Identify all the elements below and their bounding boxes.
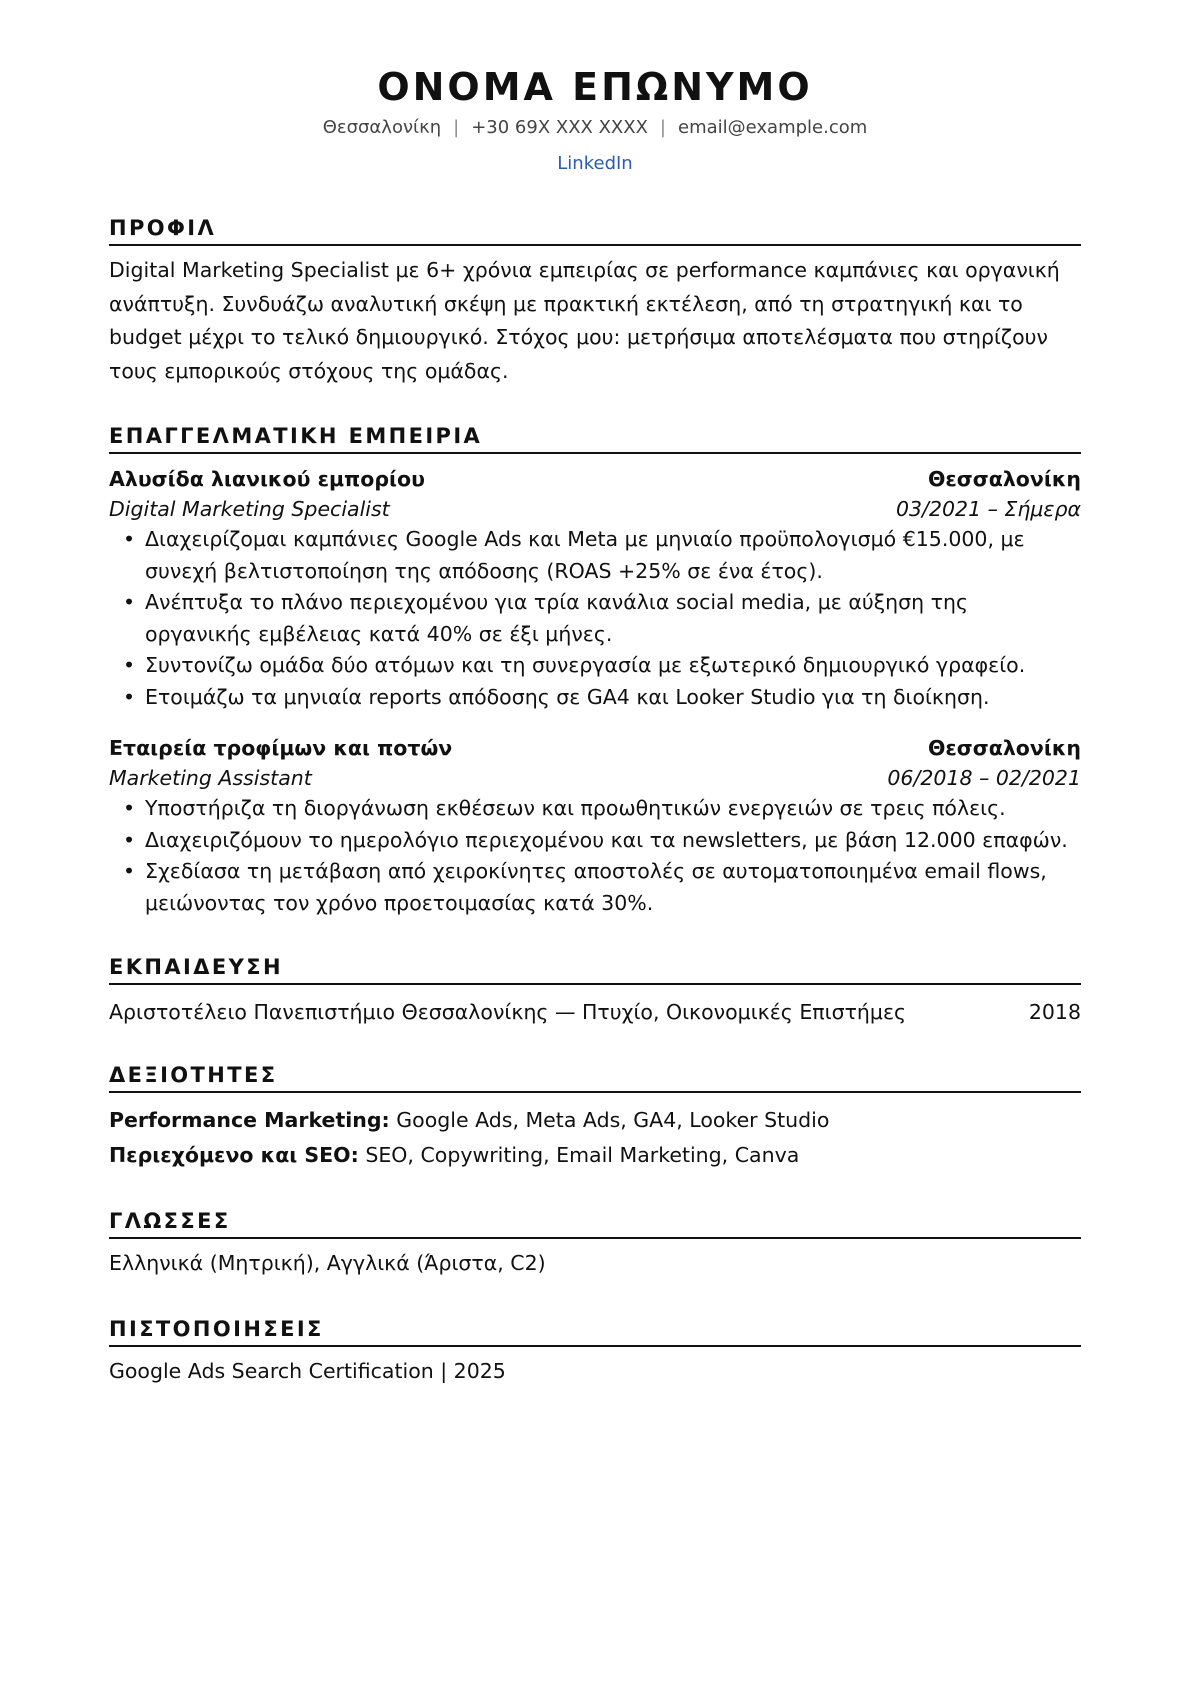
languages-section [109, 1207, 1081, 1281]
bullet-text: Διαχειριζόμουν το ημερολόγιο περιεχομένου και τα newsletters, με βάση 12.000 επαφών. [145, 827, 1068, 852]
skill-label: Περιεχόμενο και SEO: [109, 1143, 359, 1167]
contact-city: Θεσσαλονίκη [322, 117, 442, 138]
education-degree: Αριστοτέλειο Πανεπιστήμιο Θεσσαλονίκης — Πτυχίο, Οικονομικές Επιστήμες [109, 1000, 907, 1024]
job-dates: 03/2021 – Σήμερα [895, 497, 1081, 521]
experience-section [109, 422, 1081, 919]
list-item [109, 682, 1081, 714]
skill-value: SEO, Copywriting, Email Marketing, Canva [365, 1143, 800, 1167]
list-item [109, 793, 1081, 825]
bullet-text: Ανέπτυξα το πλάνο περιεχομένου για τρία κανάλια social media, με αύξηση της οργανικής εμβέλειας κατά 40% σε έξι μήνες. [145, 590, 969, 646]
section-title-education: ΕΚΠΑΙΔΕΥΣΗ [109, 953, 1081, 985]
resume-header [109, 0, 1081, 176]
skill-value: Google Ads, Meta Ads, GA4, Looker Studio [396, 1108, 830, 1132]
job-company: Εταιρεία τροφίμων και ποτών [109, 736, 453, 760]
bullet-icon: • [123, 827, 136, 852]
job-role: Digital Marketing Specialist [109, 497, 390, 521]
contact-email[interactable]: email@example.com [678, 117, 868, 138]
list-item [109, 650, 1081, 682]
bullet-text: Υποστήριζα τη διοργάνωση εκθέσεων και προωθητικών ενεργειών σε τρεις πόλεις. [145, 796, 1006, 820]
bullet-icon: • [123, 590, 136, 614]
contact-line [109, 116, 1081, 140]
contact-separator: | [659, 117, 666, 138]
section-title-certifications: ΠΙΣΤΟΠΟΙΗΣΕΙΣ [109, 1315, 1081, 1347]
education-entry [109, 997, 1081, 1027]
candidate-name: ΟΝΟΜΑ ΕΠΩΝΥΜΟ [377, 65, 813, 109]
bullet-icon: • [123, 653, 136, 677]
skill-row [109, 1138, 1081, 1173]
job-entry [109, 464, 1081, 713]
job-company: Αλυσίδα λιανικού εμπορίου [109, 467, 425, 491]
profile-section [109, 214, 1081, 388]
skills-section [109, 1061, 1081, 1173]
skill-row [109, 1103, 1081, 1138]
job-location: Θεσσαλονίκη [927, 736, 1081, 760]
bullet-text: Συντονίζω ομάδα δύο ατόμων και τη συνεργασία με εξωτερικό δημιουργικό γραφείο. [145, 653, 1026, 677]
profile-text: Digital Marketing Specialist με 6+ χρόνια εμπειρίας σε performance καμπάνιες και οργανική ανάπτυξη. Συνδυάζω αναλυτική σκέψη με πρακτική εκτέλεση, από τη στρατηγική και το budget μέχρι το τελικό δημιουργικό. Στόχος μου: μετρήσιμα αποτελέσματα που στηρίζουν τους εμπορικούς στόχους της ομάδας. [109, 258, 1060, 383]
contact-separator: | [453, 117, 460, 138]
certifications-section [109, 1315, 1081, 1389]
section-title-experience: ΕΠΑΓΓΕΛΜΑΤΙΚΗ ΕΜΠΕΙΡΙΑ [109, 422, 1081, 454]
bullet-text: Σχεδίασα τη μετάβαση από χειροκίνητες αποστολές σε αυτοματοποιημένα email flows, μειώνοντας τον χρόνο προετοιμασίας κατά 30%. [145, 859, 1047, 915]
job-location: Θεσσαλονίκη [927, 467, 1081, 491]
bullet-icon: • [123, 796, 136, 820]
education-year: 2018 [1028, 1000, 1081, 1024]
list-item [109, 825, 1081, 857]
list-item [109, 587, 1081, 650]
skill-label: Performance Marketing: [109, 1108, 390, 1132]
job-bullets [109, 524, 1081, 713]
section-title-skills: ΔΕΞΙΟΤΗΤΕΣ [109, 1061, 1081, 1093]
bullet-icon: • [123, 859, 136, 883]
bullet-text: Διαχειρίζομαι καμπάνιες Google Ads και Meta με μηνιαίο προϋπολογισμό €15.000, με συνεχή βελτιστοποίηση της απόδοσης (ROAS +25% σε ένα έτος). [145, 527, 1025, 583]
list-item [109, 856, 1081, 919]
job-bullets [109, 793, 1081, 919]
job-entry [109, 733, 1081, 919]
education-section [109, 953, 1081, 1027]
languages-text: Ελληνικά (Μητρική), Αγγλικά (Άριστα, C2) [109, 1251, 546, 1275]
section-title-profile: ΠΡΟΦΙΛ [109, 214, 1081, 246]
contact-phone: +30 69X XXX XXXX [471, 117, 648, 138]
bullet-text: Ετοιμάζω τα μηνιαία reports απόδοσης σε GA4 και Looker Studio για τη διοίκηση. [145, 684, 990, 709]
bullet-icon: • [123, 527, 136, 551]
linkedin-link[interactable]: LinkedIn [557, 153, 633, 174]
bullet-icon: • [123, 684, 136, 709]
job-dates: 06/2018 – 02/2021 [887, 766, 1081, 790]
section-title-languages: ΓΛΩΣΣΕΣ [109, 1207, 1081, 1239]
job-role: Marketing Assistant [109, 766, 312, 790]
list-item [109, 524, 1081, 587]
certifications-text: Google Ads Search Certification | 2025 [109, 1358, 506, 1383]
